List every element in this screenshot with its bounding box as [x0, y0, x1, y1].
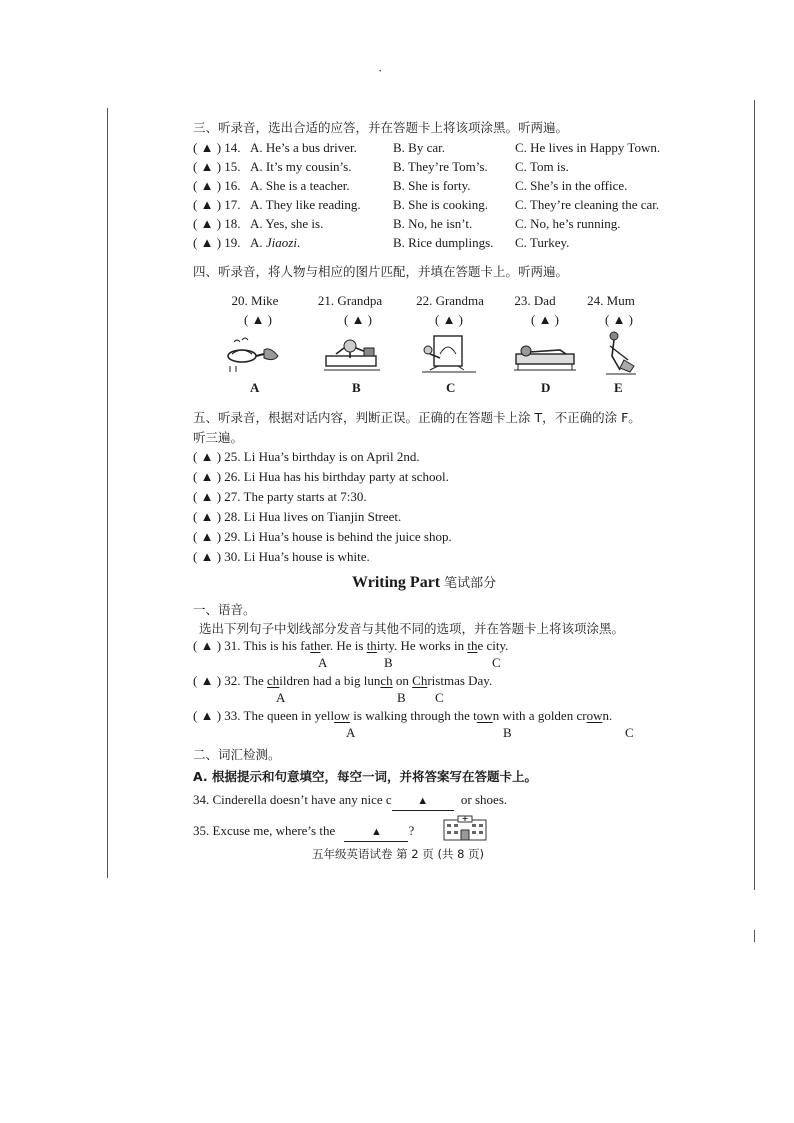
q32-sentence: [193, 672, 492, 689]
q32-underline-c: Ch: [412, 673, 428, 688]
q34-blank-marker: ▲: [417, 795, 429, 807]
section5-heading-line1: 五、听录音，根据对话内容，判断正误。正确的在答题卡上涂 T，不正确的涂 F。: [193, 410, 641, 425]
person-label-grandpa: 21. Grandpa: [317, 293, 383, 308]
sleeping-icon: [510, 338, 580, 374]
person-label-dad: 23. Dad: [514, 293, 556, 308]
q31-part4: e city.: [477, 638, 509, 653]
q31-sentence: [193, 637, 508, 654]
q16-option-a: A. She is a teacher.: [250, 178, 350, 193]
q34-end: or shoes.: [460, 792, 508, 807]
q33-label-c: C: [625, 725, 634, 740]
q18-prefix: ( ▲ ) 18.: [193, 216, 241, 231]
q17-prefix: ( ▲ ) 17.: [193, 197, 241, 212]
page-footer: 五年级英语试卷 第 2 页 (共 8 页): [312, 847, 485, 861]
q32-underline-a: ch: [267, 673, 280, 688]
cooking-icon: [220, 336, 290, 376]
q32-label-b: B: [397, 690, 406, 705]
q14-option-a: A. He’s a bus driver.: [250, 140, 357, 155]
q18-option-b: B. No, he isn’t.: [393, 216, 473, 231]
picture-letter-b: B: [352, 380, 361, 395]
q31-label-b: B: [384, 655, 393, 670]
q33-part3: n with a golden cr: [492, 708, 587, 723]
q33-underline-c: ow: [586, 708, 603, 723]
blank-22: ( ▲ ): [434, 312, 464, 327]
q31-underline-c: th: [467, 638, 478, 653]
q34-blank: [392, 791, 454, 811]
q17-option-a: A. They like reading.: [250, 197, 361, 212]
q31-label-a: A: [318, 655, 328, 670]
q33-sentence: [193, 707, 612, 724]
picture-letter-e: E: [614, 380, 623, 395]
q31-underline-b: th: [366, 638, 377, 653]
q19-a-italic: Jiaozi: [265, 235, 297, 250]
q34-text: 34. Cinderella doesn’t have any nice c: [193, 792, 392, 807]
top-dot: ·: [378, 63, 383, 78]
q19-option-a: [250, 234, 300, 251]
q35: [193, 822, 414, 842]
writing-part-title: [352, 572, 496, 592]
q15-option-a: A. It’s my cousin’s.: [250, 159, 352, 174]
q29: ( ▲ ) 29. Li Hua’s house is behind the juice shop.: [193, 529, 452, 544]
q32-part1: ( ▲ ) 32. The: [193, 673, 268, 688]
writing-title-en: Writing Part: [352, 574, 441, 591]
washing-icon: [320, 334, 390, 374]
q26: ( ▲ ) 26. Li Hua has his birthday party at school.: [193, 469, 449, 484]
q16-prefix: ( ▲ ) 16.: [193, 178, 241, 193]
writing-title-cn: 笔试部分: [444, 576, 497, 591]
right-margin-mark: [754, 930, 755, 942]
blank-24: ( ▲ ): [604, 312, 634, 327]
q14-option-c: C. He lives in Happy Town.: [515, 140, 661, 155]
sweeping-icon: [600, 330, 640, 376]
q33-label-b: B: [503, 725, 512, 740]
q31-underline-a: th: [310, 638, 321, 653]
q33-underline-a: ow: [334, 708, 351, 723]
section4-heading: 四、听录音，将人物与相应的图片匹配，并填在答题卡上。听两遍。: [193, 264, 569, 279]
picture-letter-a: A: [250, 380, 260, 395]
q35-blank: [344, 822, 408, 842]
q30: ( ▲ ) 30. Li Hua’s house is white.: [193, 549, 370, 564]
drawing-icon: [420, 332, 480, 376]
q32-underline-b: ch: [380, 673, 393, 688]
q14-prefix: ( ▲ ) 14.: [193, 140, 241, 155]
q31-part3: irty. He works in: [376, 638, 468, 653]
q17-option-b: B. She is cooking.: [393, 197, 488, 212]
q31-label-c: C: [492, 655, 501, 670]
q32-part2: ildren had a big lun: [279, 673, 381, 688]
blank-20: ( ▲ ): [243, 312, 273, 327]
part1-heading: 一、语音。: [193, 602, 256, 617]
q32-label-a: A: [276, 690, 286, 705]
q17-option-c: C. They’re cleaning the car.: [515, 197, 660, 212]
q16-option-b: B. She is forty.: [393, 178, 471, 193]
q33-label-a: A: [346, 725, 356, 740]
q33-part2: is walking through the t: [350, 708, 477, 723]
picture-letter-c: C: [446, 380, 456, 395]
picture-letter-d: D: [541, 380, 551, 395]
person-label-grandma: 22. Grandma: [416, 293, 484, 308]
q27: ( ▲ ) 27. The party starts at 7:30.: [193, 489, 367, 504]
q28: ( ▲ ) 28. Li Hua lives on Tianjin Street.: [193, 509, 402, 524]
left-margin-line: [107, 108, 108, 878]
q33-part4: n.: [602, 708, 613, 723]
q19-option-c: C. Turkey.: [515, 235, 570, 250]
q18-option-a: A. Yes, she is.: [250, 216, 324, 231]
part2-heading: 二、词汇检测。: [193, 747, 281, 762]
q34: [193, 791, 507, 811]
q32-part4: ristmas Day.: [427, 673, 493, 688]
blank-21: ( ▲ ): [343, 312, 373, 327]
section5-heading-line2: 听三遍。: [193, 430, 244, 445]
q35-end: ?: [408, 823, 415, 838]
q18-option-c: C. No, he’s running.: [515, 216, 621, 231]
q19-prefix: ( ▲ ) 19.: [193, 235, 241, 250]
q15-option-b: B. They’re Tom’s.: [393, 159, 488, 174]
person-label-mike: 20. Mike: [231, 293, 279, 308]
q32-label-c: C: [435, 690, 444, 705]
part2-subheading: A. 根据提示和句意填空，每空一词，并将答案写在答题卡上。: [193, 769, 538, 784]
q25: ( ▲ ) 25. Li Hua’s birthday is on April 2nd.: [193, 449, 420, 464]
q14-option-b: B. By car.: [393, 140, 445, 155]
q31-part1: ( ▲ ) 31. This is his fa: [193, 638, 311, 653]
blank-23: ( ▲ ): [530, 312, 560, 327]
q16-option-c: C. She’s in the office.: [515, 178, 628, 193]
q31-part2: er. He is: [320, 638, 367, 653]
section3-heading: 三、听录音，选出合适的应答，并在答题卡上将该项涂黑。听两遍。: [193, 120, 569, 135]
person-label-mum: 24. Mum: [587, 293, 635, 308]
q19-option-b: B. Rice dumplings.: [393, 235, 494, 250]
part1-instruction: 选出下列句子中划线部分发音与其他不同的选项，并在答题卡上将该项涂黑。: [199, 621, 625, 636]
q15-prefix: ( ▲ ) 15.: [193, 159, 241, 174]
q15-option-c: C. Tom is.: [515, 159, 569, 174]
hospital-building-icon: [440, 814, 490, 842]
q33-underline-b: ow: [476, 708, 493, 723]
right-margin-line: [754, 100, 755, 890]
q32-part3: on: [392, 673, 413, 688]
q35-blank-marker: ▲: [371, 826, 382, 838]
q35-text: 35. Excuse me, where’s the: [193, 823, 336, 838]
q19-a-label: A.: [250, 235, 263, 250]
q33-part1: ( ▲ ) 33. The queen in yell: [193, 708, 335, 723]
q19-a-end: .: [296, 235, 301, 250]
